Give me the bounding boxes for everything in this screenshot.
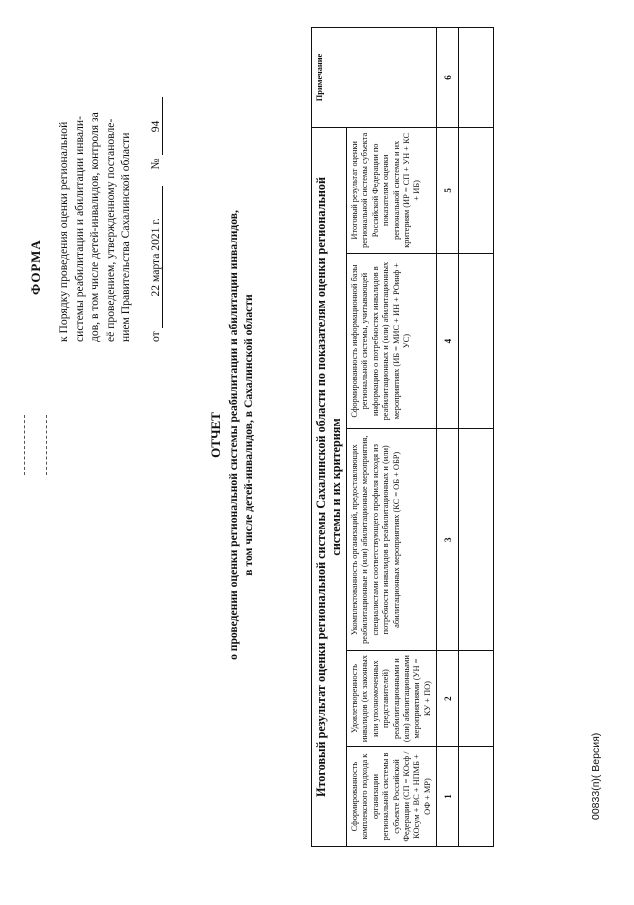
resolution-date: 22 марта 2021 г. (149, 186, 163, 328)
table-cell (459, 747, 494, 847)
column-number: 5 (437, 127, 459, 253)
column-number: 3 (437, 429, 459, 651)
column-number: 6 (437, 28, 459, 128)
resolution-number: 94 (149, 98, 163, 156)
table-heading-line: системы и их критериям (329, 418, 343, 556)
column-number: 2 (437, 651, 459, 747)
column-header: Сформированность комплексного подхода к организации региональной системы в субъекте Российской Федерации (СП = КОсф / КОсум + ВС + НПМБ + ОФ + МР) (347, 747, 437, 847)
document-code: 00833(п)( Версия) (590, 732, 602, 820)
resolution-date-line (149, 98, 163, 343)
table-heading-row (312, 28, 347, 847)
table-header-row (347, 28, 437, 847)
column-number: 1 (437, 747, 459, 847)
form-reference-text (56, 22, 134, 342)
table-cell (459, 28, 494, 128)
report-title: ОТЧЕТ (208, 412, 223, 458)
form-reference-line: системы реабилитации и абилитации инвали- (72, 116, 86, 342)
faint-mark-line (24, 415, 25, 475)
form-reference-line: нием Правительства Сахалинской области (119, 132, 132, 342)
note-header: Примечание (312, 28, 437, 128)
column-number-row (437, 28, 459, 847)
table-heading (312, 127, 347, 846)
table-cell (459, 253, 494, 429)
number-sign: № (149, 158, 162, 170)
column-header: Сформированность информационной базы региональной системы, учитывающей информацию о потребностях инвалидов в реабилитационных и (или) абилитационных мероприятиях (ИБ = МИС + ИН + РОинф + УС) (347, 253, 437, 429)
date-prefix: от (149, 331, 162, 342)
assessment-table (311, 27, 494, 847)
table-data-row (459, 28, 494, 847)
form-title: ФОРМА (28, 239, 43, 295)
form-reference-line: её проведением, утвержденному постановле- (103, 118, 117, 342)
report-subtitle-line: о проведении оценки региональной системы реабилитации и абилитации инвалидов, (227, 210, 240, 660)
table-cell (459, 651, 494, 747)
faint-mark-line (46, 415, 47, 475)
column-header: Укомплектованность организаций, предоставляющих реабилитационные и (или) абилитационные мероприятия, специалистами соответствующего профиля исходя из потребности инвалидов в реабилитационных и (или) абилитационных мероприятиях (КС = ОБ + ОБР) (347, 429, 437, 651)
report-subtitle-line: в том числе детей-инвалидов, в Сахалинской области (242, 294, 255, 576)
table-heading-line: Итоговый результат оценки региональной системы Сахалинской области по показателям оценки региональной (314, 176, 328, 797)
table-cell (459, 429, 494, 651)
column-header: Удовлетворенность инвалидов (их законных или уполномоченных представителей) реабилитационными и (или) абилитационными мероприятиями (УН = КУ + ПО) (347, 651, 437, 747)
column-header: Итоговый результат оценки региональной системы субъекта Российской Федерации по показателям оценки региональной системы и их критериям (ИР = СП + УН + КС + ИБ) (347, 127, 437, 253)
form-reference-line: к Порядку проведения оценки региональной (57, 121, 70, 342)
column-number: 4 (437, 253, 459, 429)
report-subtitle (226, 55, 256, 815)
form-reference-line: дов, в том числе детей-инвалидов, контроля за (88, 112, 101, 342)
table-cell (459, 127, 494, 253)
